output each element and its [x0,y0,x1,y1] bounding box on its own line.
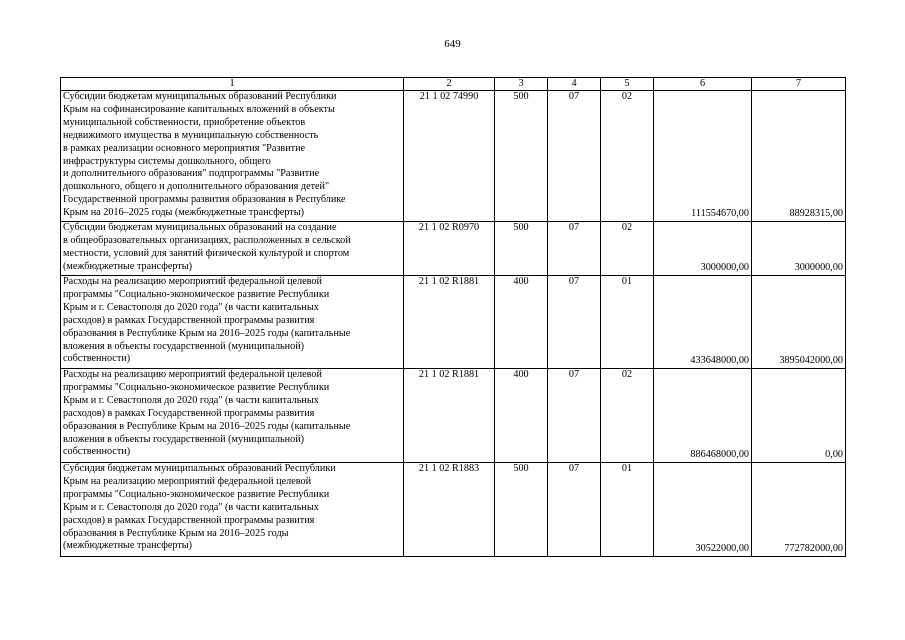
row-classification-code: 21 1 02 R1881 [404,369,495,463]
row-section: 07 [548,276,601,369]
table-row [61,222,846,276]
table-row [61,276,846,369]
column-header: 6 [654,78,752,91]
row-section: 07 [548,463,601,557]
row-description: Субсидии бюджетам муниципальных образований Республики Крым на софинансирование капитальных вложений в объекты муниципальной собственности, приобретение объектов недвижимого имущества в муниципальную собственность в рамках реализации основного мероприятия "Развитие инфраструктуры системы дошкольного, общего и дополнительного образования" подпрограммы "Развитие дошкольного, общего и дополнительного образования детей" Государственной программы развития образования в Республике Крым на 2016–2025 годы (межбюджетные трансферты) [61,91,404,222]
column-header: 3 [495,78,548,91]
row-amount-column-6: 433648000,00 [654,276,752,369]
page-number: 649 [444,38,461,50]
budget-table [60,77,846,557]
row-subsection: 01 [601,276,654,369]
column-header: 2 [404,78,495,91]
row-expense-type: 500 [495,91,548,222]
row-section: 07 [548,91,601,222]
row-amount-column-6: 111554670,00 [654,91,752,222]
row-description: Расходы на реализацию мероприятий федеральной целевой программы "Социально-экономическое развитие Республики Крым и г. Севастополя до 2020 года" (в части капитальных расходов) в рамках Государственной программы развития образования в Республике Крым на 2016–2025 годы (капитальные вложения в объекты государственной (муниципальной) собственности) [61,276,404,369]
row-expense-type: 500 [495,463,548,557]
table-header-row [61,78,846,91]
column-header: 1 [61,78,404,91]
row-subsection: 02 [601,91,654,222]
row-expense-type: 400 [495,276,548,369]
row-expense-type: 500 [495,222,548,276]
column-header: 7 [752,78,846,91]
row-subsection: 02 [601,369,654,463]
table-row [61,369,846,463]
row-amount-column-7: 3895042000,00 [752,276,846,369]
row-subsection: 02 [601,222,654,276]
row-section: 07 [548,369,601,463]
row-section: 07 [548,222,601,276]
row-description: Субсидии бюджетам муниципальных образований на создание в общеобразовательных организациях, расположенных в сельской местности, условий для занятий физической культурой и спортом (межбюджетные трансферты) [61,222,404,276]
row-amount-column-7: 772782000,00 [752,463,846,557]
column-header: 5 [601,78,654,91]
table-row [61,91,846,222]
row-amount-column-7: 88928315,00 [752,91,846,222]
row-classification-code: 21 1 02 R1881 [404,276,495,369]
row-amount-column-7: 3000000,00 [752,222,846,276]
row-amount-column-6: 3000000,00 [654,222,752,276]
row-classification-code: 21 1 02 R0970 [404,222,495,276]
row-amount-column-6: 886468000,00 [654,369,752,463]
row-classification-code: 21 1 02 74990 [404,91,495,222]
row-classification-code: 21 1 02 R1883 [404,463,495,557]
table-row [61,463,846,557]
column-header: 4 [548,78,601,91]
row-expense-type: 400 [495,369,548,463]
row-amount-column-6: 30522000,00 [654,463,752,557]
row-description: Расходы на реализацию мероприятий федеральной целевой программы "Социально-экономическое развитие Республики Крым и г. Севастополя до 2020 года" (в части капитальных расходов) в рамках Государственной программы развития образования в Республике Крым на 2016–2025 годы (капитальные вложения в объекты государственной (муниципальной) собственности) [61,369,404,463]
row-amount-column-7: 0,00 [752,369,846,463]
row-subsection: 01 [601,463,654,557]
row-description: Субсидия бюджетам муниципальных образований Республики Крым на реализацию мероприятий федеральной целевой программы "Социально-экономическое развитие Республики Крым и г. Севастополя до 2020 года" (в части капитальных расходов) в рамках Государственной программы развития образования в Республике Крым на 2016–2025 годы (межбюджетные трансферты) [61,463,404,557]
